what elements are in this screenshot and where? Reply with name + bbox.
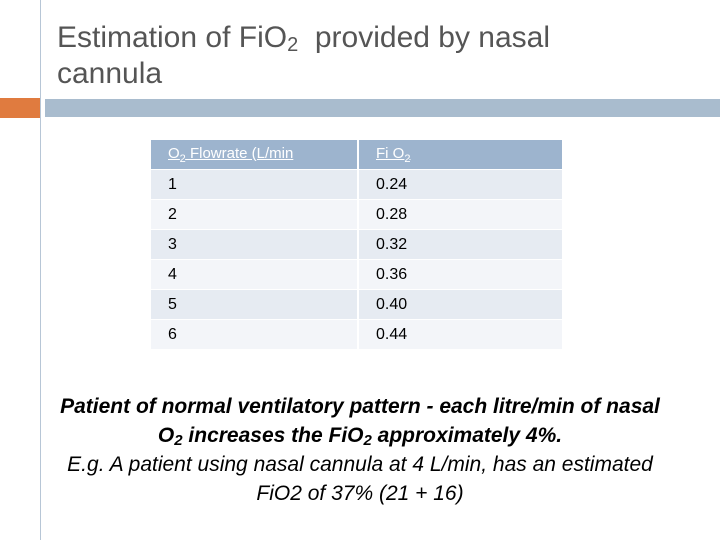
header-fio2: Fi $O_2$ [358,140,563,170]
table-row [151,200,563,230]
slide-left-rule [40,0,41,540]
table-row [151,260,563,290]
cell-flowrate: 1 [151,170,358,200]
table-row [151,320,563,350]
table-row [151,230,563,260]
note-example-text: E.g. A patient using nasal cannula at 4 L/min, has an estimated FiO2 of 37% (21 + 16) [67,453,653,505]
table-row [151,290,563,320]
cell-fio2: 0.40 [358,290,563,320]
note-bold-text: Patient of normal ventilatory pattern - each litre/min of nasal $O_2$ increases the FiO$_2$ approximately 4%. [60,395,660,449]
blue-accent-bar [45,99,720,117]
cell-flowrate: 3 [151,230,358,260]
cell-flowrate: 4 [151,260,358,290]
title-text-a: Estimation of Fi [57,21,264,54]
cell-fio2: 0.28 [358,200,563,230]
title-text-b: provided by nasal [314,21,551,54]
table-row [151,170,563,200]
title-text-o: O [263,21,288,54]
cell-fio2: 0.32 [358,230,563,260]
explanation-note [60,392,660,508]
cell-fio2: 0.24 [358,170,563,200]
cell-fio2: 0.36 [358,260,563,290]
flowrate-table [151,140,564,350]
slide-title [57,20,677,92]
header-flowrate: $O_2$ Flowrate (L/min [151,140,358,170]
table-header-row [151,140,563,170]
cell-flowrate: 6 [151,320,358,350]
cell-fio2: 0.44 [358,320,563,350]
title-subscript: 2 [287,34,299,56]
cell-flowrate: 2 [151,200,358,230]
title-text-c: cannula [57,57,163,90]
orange-accent-block [0,98,40,118]
cell-flowrate: 5 [151,290,358,320]
